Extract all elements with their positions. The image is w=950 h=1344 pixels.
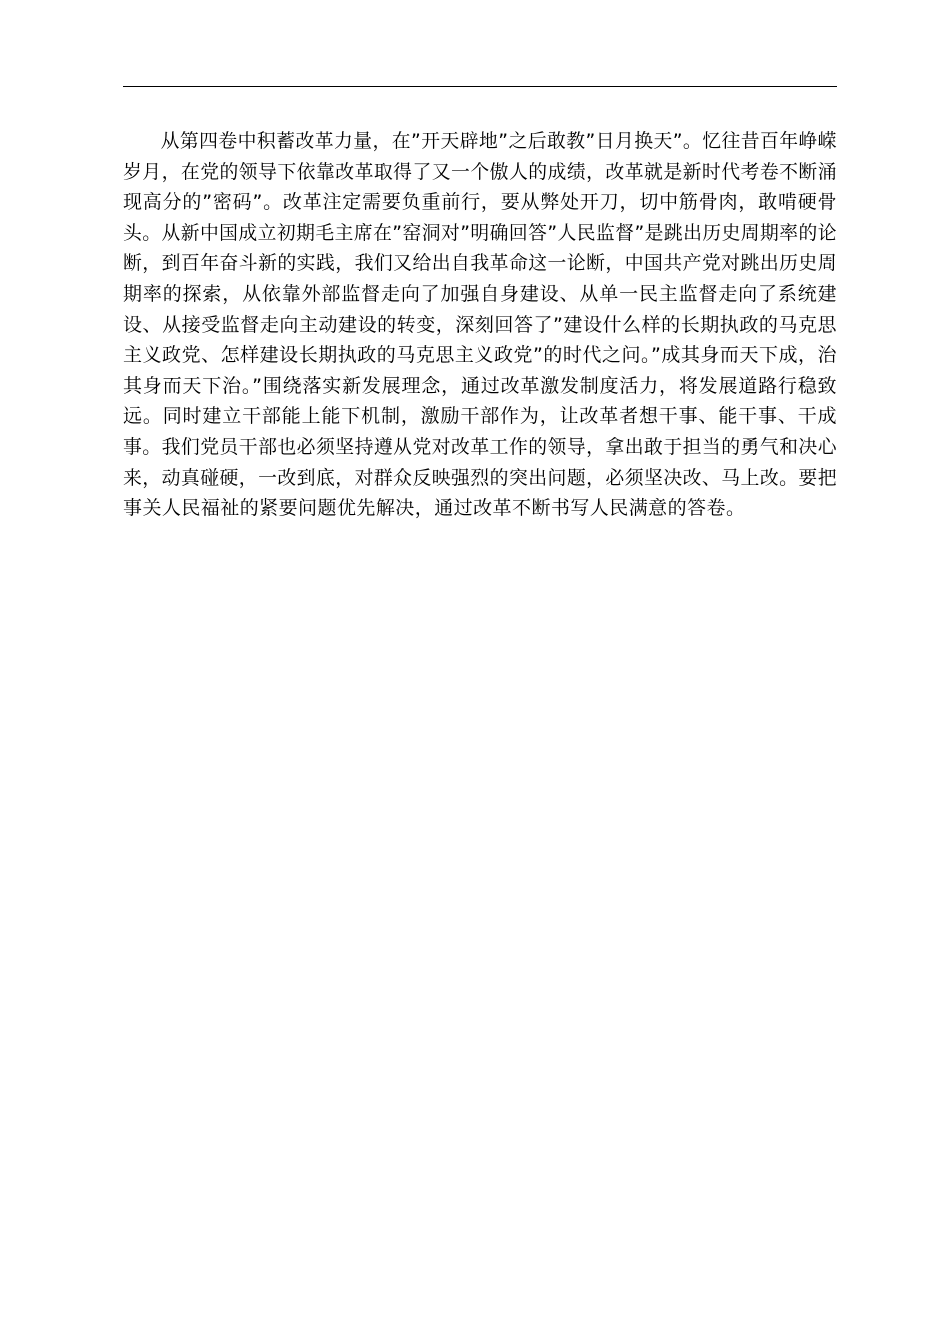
paragraph-line: 头。从新中国成立初期毛主席在”窑洞对”明确回答”人民监督”是跳出历史周期率的论 <box>123 221 837 244</box>
paragraph-line: 事。我们党员干部也必须坚持遵从党对改革工作的领导，拿出敢于担当的勇气和决心 <box>123 435 837 458</box>
paragraph-line: 来，动真碰硬，一改到底，对群众反映强烈的突出问题，必须坚决改、马上改。要把 <box>123 466 837 489</box>
paragraph-line: 其身而天下治。”围绕落实新发展理念，通过改革激发制度活力，将发展道路行稳致 <box>123 374 837 397</box>
paragraph-line: 主义政党、怎样建设长期执政的马克思主义政党”的时代之问。”成其身而天下成，治 <box>123 344 837 367</box>
paragraph-line: 从第四卷中积蓄改革力量，在”开天辟地”之后敢教”日月换天”。忆往昔百年峥嵘 <box>160 130 838 152</box>
paragraph-line: 岁月，在党的领导下依靠改革取得了又一个傲人的成绩，改革就是新时代考卷不断涌 <box>123 160 837 183</box>
paragraph-line: 事关人民福祉的紧要问题优先解决，通过改革不断书写人民满意的答卷。 <box>123 497 746 520</box>
paragraph-line: 期率的探索，从依靠外部监督走向了加强自身建设、从单一民主监督走向了系统建 <box>123 282 837 305</box>
paragraph-line: 远。同时建立干部能上能下机制，激励干部作为，让改革者想干事、能干事、干成 <box>123 405 837 428</box>
paragraph-line: 现高分的”密码”。改革注定需要负重前行，要从弊处开刀，切中筋骨肉，敢啃硬骨 <box>123 191 837 214</box>
paragraph-line: 设、从接受监督走向主动建设的转变，深刻回答了”建设什么样的长期执政的马克思 <box>123 313 837 336</box>
paragraph-line: 断，到百年奋斗新的实践，我们又给出自我革命这一论断，中国共产党对跳出历史周 <box>123 252 837 275</box>
header-rule <box>123 86 837 87</box>
body-paragraph <box>123 126 837 524</box>
